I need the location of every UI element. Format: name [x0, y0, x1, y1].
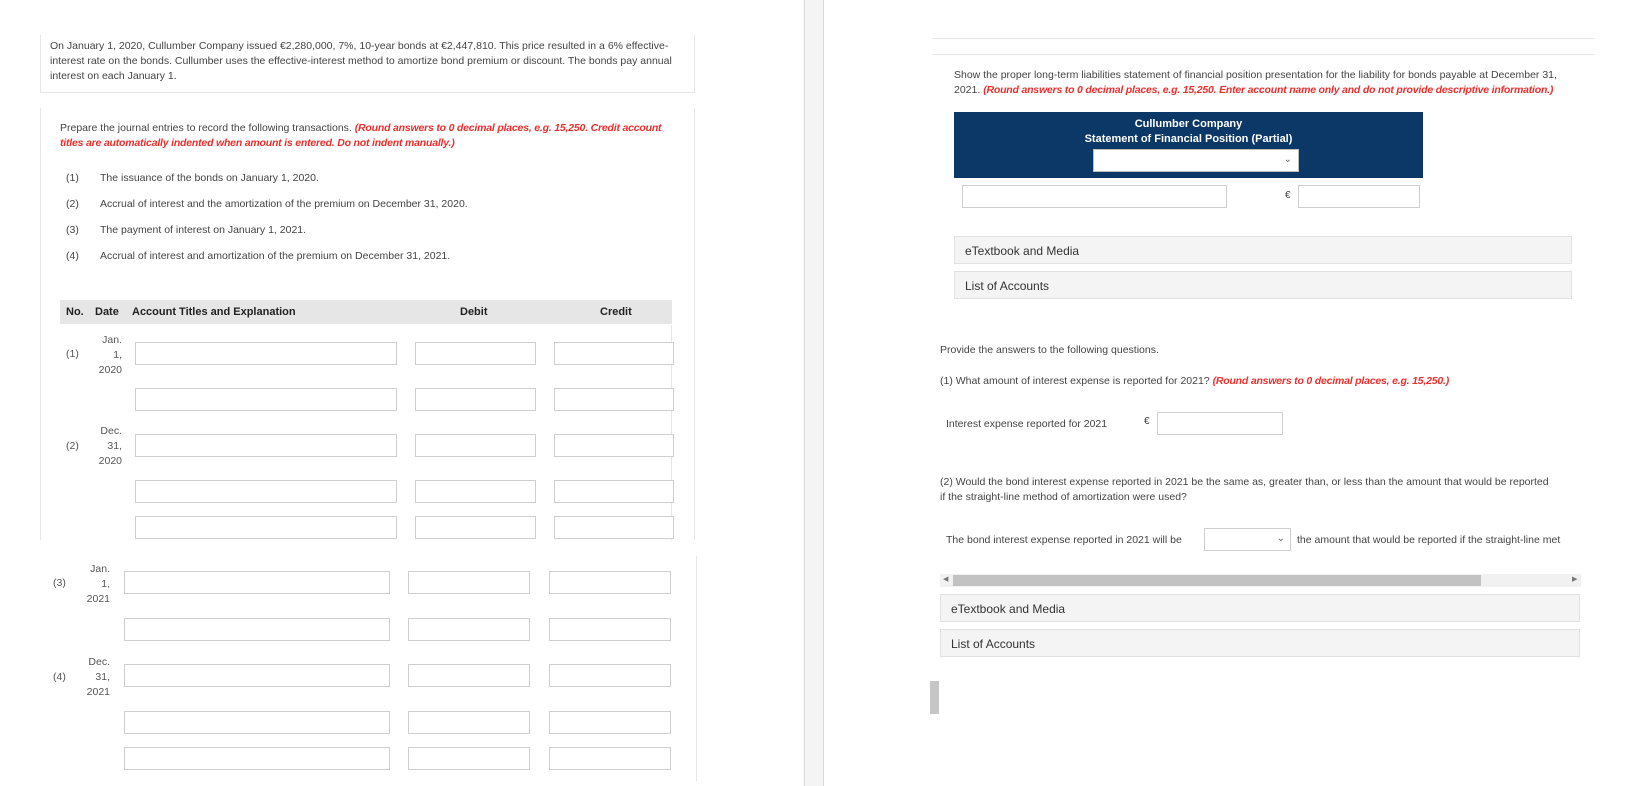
scroll-right-icon[interactable]: ▶ — [1572, 576, 1578, 583]
date-day: 31, — [95, 671, 110, 683]
comparison-select[interactable] — [1204, 528, 1291, 551]
sfp-amount-input[interactable] — [1298, 185, 1420, 208]
credit-input[interactable] — [554, 342, 674, 365]
credit-input[interactable] — [549, 747, 671, 770]
account-title-input[interactable] — [124, 571, 390, 594]
statement-date-select[interactable] — [1093, 149, 1299, 172]
credit-input[interactable] — [554, 516, 674, 539]
entry-date — [96, 333, 122, 378]
etextbook-media-link[interactable]: eTextbook and Media — [940, 594, 1580, 622]
date-month: Jan. — [102, 334, 122, 346]
currency-symbol: € — [1144, 416, 1150, 427]
entry-number: (4) — [53, 671, 66, 683]
entry-date — [82, 655, 110, 700]
question-1 — [940, 374, 1449, 389]
date-day: 1, — [101, 578, 110, 590]
debit-input[interactable] — [415, 516, 536, 539]
section-border — [932, 38, 1594, 52]
date-year: 2020 — [98, 364, 122, 376]
account-title-input[interactable] — [135, 388, 397, 411]
question-1-text: (1) What amount of interest expense is reported for 2021? — [940, 375, 1213, 387]
header-debit: Debit — [460, 306, 488, 318]
sfp-account-input[interactable] — [962, 185, 1227, 208]
credit-input[interactable] — [554, 388, 674, 411]
journal-table-header — [60, 300, 672, 324]
journal-instructions-red: (Round answers to 0 decimal places, e.g. 15,250. Credit account titles are automatically indented when amount is entered. Do not indent manually.) — [60, 122, 662, 149]
date-day: 1, — [113, 349, 122, 361]
date-day: 31, — [107, 440, 122, 452]
entry-date — [82, 562, 110, 607]
date-year: 2021 — [86, 593, 110, 605]
account-title-input[interactable] — [135, 516, 397, 539]
journal-instructions — [60, 121, 685, 151]
entry-date — [94, 424, 122, 469]
credit-input[interactable] — [549, 711, 671, 734]
item-text: Accrual of interest and the amortization of the premium on December 31, 2020. — [100, 198, 468, 210]
statement-title: Statement of Financial Position (Partial) — [1084, 133, 1293, 145]
item-number: (3) — [66, 224, 79, 236]
question-1-red: (Round answers to 0 decimal places, e.g. 15,250.) — [1212, 375, 1450, 387]
header-account: Account Titles and Explanation — [132, 306, 296, 318]
item-number: (1) — [66, 172, 79, 184]
credit-input[interactable] — [554, 434, 674, 457]
credit-input[interactable] — [549, 618, 671, 641]
item-number: (2) — [66, 198, 79, 210]
date-month: Dec. — [88, 656, 110, 668]
debit-input[interactable] — [408, 747, 530, 770]
header-credit: Credit — [600, 306, 632, 318]
item-text: Accrual of interest and amortization of the premium on December 31, 2021. — [100, 250, 451, 262]
chevron-down-icon: ⌄ — [1283, 154, 1292, 165]
account-title-input[interactable] — [135, 342, 397, 365]
account-title-input[interactable] — [135, 480, 397, 503]
account-title-input[interactable] — [124, 711, 390, 734]
problem-intro: On January 1, 2020, Cullumber Company issued €2,280,000, 7%, 10-year bonds at €2,447,810. This price resulted in a 6% effective-interest rate on the bonds. Cullumber uses the effective-interest method to amortize bond premium or discount. The bonds pay annual interest on each January 1. — [40, 35, 695, 93]
scroll-left-icon[interactable]: ◀ — [943, 576, 949, 583]
question-2: (2) Would the bond interest expense reported in 2021 be the same as, greater than, or less than the amount that would be reported if the straight-line method of amortization were used? — [940, 476, 1549, 503]
section-border — [932, 54, 1594, 55]
interest-expense-input[interactable] — [1157, 412, 1283, 435]
list-of-accounts-link[interactable]: List of Accounts — [940, 629, 1580, 657]
header-no: No. — [66, 306, 84, 318]
account-title-input[interactable] — [124, 664, 390, 687]
sfp-instructions — [954, 68, 1584, 98]
debit-input[interactable] — [408, 571, 530, 594]
entry-number: (2) — [66, 440, 79, 452]
comparison-prefix: The bond interest expense reported in 2021 will be — [946, 534, 1182, 546]
debit-input[interactable] — [415, 480, 536, 503]
debit-input[interactable] — [408, 711, 530, 734]
date-year: 2020 — [98, 455, 122, 467]
credit-input[interactable] — [549, 664, 671, 687]
account-title-input[interactable] — [124, 747, 390, 770]
debit-input[interactable] — [415, 342, 536, 365]
entry-number: (1) — [66, 348, 79, 360]
sfp-instructions-red: (Round answers to 0 decimal places, e.g. 15,250. Enter account name only and do not provide descriptive information.) — [983, 84, 1554, 96]
item-text: The issuance of the bonds on January 1, 2020. — [100, 172, 319, 184]
debit-input[interactable] — [415, 434, 536, 457]
interest-expense-label: Interest expense reported for 2021 — [946, 418, 1108, 430]
header-date: Date — [95, 306, 119, 318]
entry-number: (3) — [53, 577, 66, 589]
account-title-input[interactable] — [124, 618, 390, 641]
chevron-down-icon: ⌄ — [1276, 533, 1285, 544]
journal-instructions-text: Prepare the journal entries to record the following transactions. — [60, 122, 355, 134]
debit-input[interactable] — [415, 388, 536, 411]
provide-answers-text: Provide the answers to the following questions. — [940, 344, 1159, 356]
credit-input[interactable] — [549, 571, 671, 594]
date-month: Dec. — [100, 425, 122, 437]
list-of-accounts-link[interactable]: List of Accounts — [954, 271, 1572, 299]
debit-input[interactable] — [408, 618, 530, 641]
item-text: The payment of interest on January 1, 2021. — [100, 224, 307, 236]
item-number: (4) — [66, 250, 79, 262]
pane-divider[interactable] — [804, 0, 824, 786]
column-divider — [696, 556, 697, 781]
account-title-input[interactable] — [135, 434, 397, 457]
date-month: Jan. — [90, 563, 110, 575]
debit-input[interactable] — [408, 664, 530, 687]
currency-symbol: € — [1285, 190, 1291, 201]
company-name: Cullumber Company — [1134, 118, 1243, 130]
etextbook-media-link[interactable]: eTextbook and Media — [954, 236, 1572, 264]
scrollbar-thumb[interactable] — [953, 575, 1481, 586]
comparison-suffix: the amount that would be reported if the straight-line met — [1297, 534, 1561, 546]
sfp-instructions-text: Show the proper long-term liabilities statement of financial position presentation for the liability for bonds payable at December 31, 2021. — [954, 69, 1557, 96]
resize-handle[interactable] — [930, 681, 939, 714]
credit-input[interactable] — [554, 480, 674, 503]
date-year: 2021 — [86, 686, 110, 698]
